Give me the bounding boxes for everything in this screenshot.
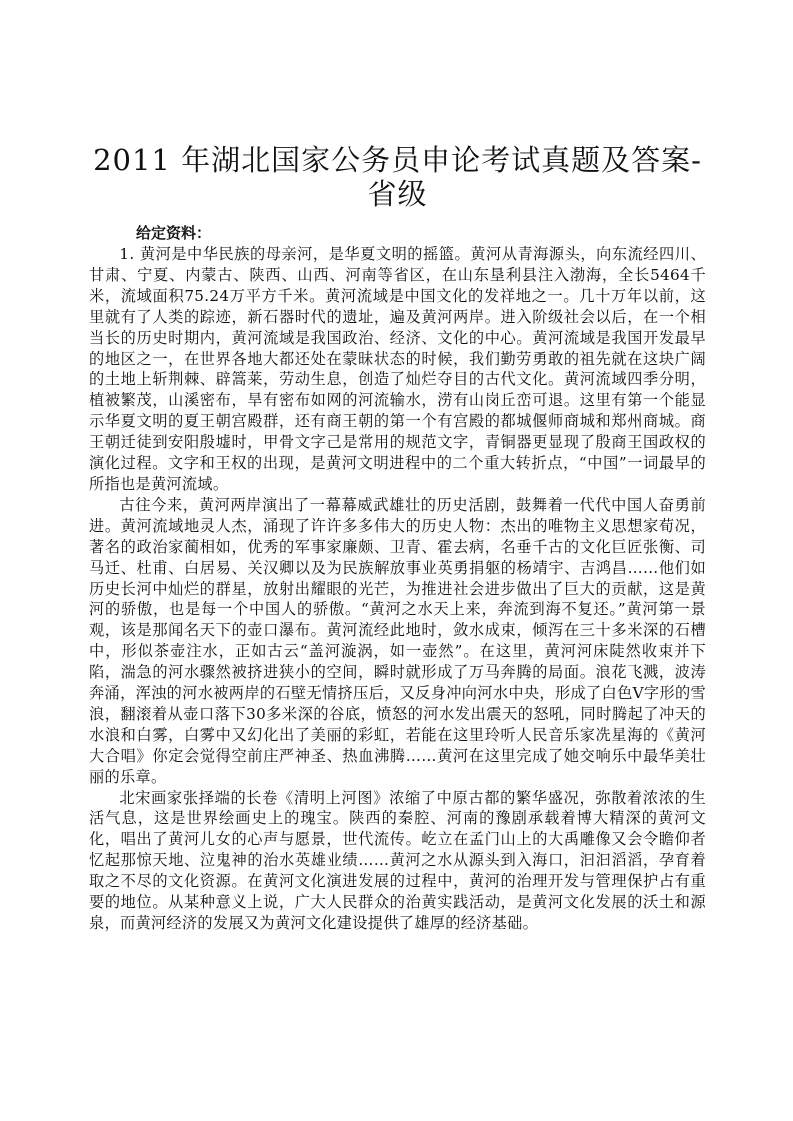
page-title bbox=[89, 143, 706, 211]
paragraph-3: 北宋画家张择端的长卷《清明上河图》浓缩了中原古都的繁华盛况，弥散着浓浓的生活气息，这是世界绘画史上的瑰宝。陕西的秦腔、河南的豫剧承载着博大精深的黄河文化，唱出了黄河儿女的心声与愿景，世代流传。屹立在孟门山上的大禹雕像又会令瞻仰者忆起那惊天地、泣鬼神的治水英雄业绩……黄河之水从源头到入海口，汩汩滔滔，孕育着取之不尽的文化资源。在黄河文化演进发展的过程中，黄河的治理开发与管理保护占有重要的地位。从某种意义上说，广大人民群众的治黄实践活动，是黄河文化发展的沃土和源泉，而黄河经济的发展又为黄河文化建设提供了雄厚的经济基础。 bbox=[89, 788, 706, 932]
paragraph-1: 1. 黄河是中华民族的母亲河，是华夏文明的摇篮。黄河从青海源头，向东流经四川、甘肃、宁夏、内蒙古、陕西、山西、河南等省区，在山东垦利县注入渤海，全长5464千米，流域面积75.24万平方千米。黄河流域是中国文化的发祥地之一。几十万年以前，这里就有了人类的踪迹，新石器时代的遗址，遍及黄河两岸。进入阶级社会以后，在一个相当长的历史时期内，黄河流域是我国政治、经济、文化的中心。黄河流域是我国开发最早的地区之一，在世界各地大都还处在蒙昧状态的时候，我们勤劳勇敢的祖先就在这块广阔的土地上斩荆棘、辟篙莱，劳动生息，创造了灿烂夺目的古代文化。黄河流域四季分明，植被繁茂，山溪密布，旱有密布如网的河流输水，涝有山岗丘峦可退。这里有第一个能显示华夏文明的夏王朝宫殿群，还有商王朝的第一个有宫殿的都城偃师商城和郑州商城。商王朝迁徒到安阳殷墟时，甲骨文字己是常用的规范文字，青铜器更显现了殷商王国政权的演化过程。文字和王权的出现，是黄河文明进程中的二个重大转折点，“中国”一词最早的所指也是黄河流域。 bbox=[89, 245, 706, 493]
title-line-2: 省级 bbox=[367, 177, 428, 211]
section-label: 给定资料： bbox=[136, 224, 212, 242]
paragraph-2: 古往今来，黄河两岸演出了一幕幕威武雄壮的历史活剧，鼓舞着一代代中国人奋勇前进。黄河流域地灵人杰，涌现了许许多多伟大的历史人物：杰出的唯物主义思想家荀况，著名的政治家蔺相如，优秀的军事家廉颇、卫青、霍去病，名垂千古的文化巨匠张衡、司马迁、杜甫、白居易、关汉卿以及为民族解放事业英勇捐躯的杨靖宇、吉鸿昌……他们如历史长河中灿烂的群星，放射出耀眼的光芒，为推进社会进步做出了巨大的贡献，这是黄河的骄傲，也是每一个中国人的骄傲。“黄河之水天上来，奔流到海不复还。”黄河第一景观，该是那闻名天下的壶口瀑布。黄河流经此地时，敛水成束，倾泻在三十多米深的石槽中，形似茶壶注水，正如古云“盖河漩涡，如一壶然”。在这里，黄河河床陡然收束并下陷，湍急的河水骤然被挤进狭小的空间，瞬时就形成了万马奔腾的局面。浪花飞溅，波涛奔涌，浑浊的河水被两岸的石壁无情挤压后，又反身冲向河水中央，形成了白色V字形的雪浪，翻滚着从壶口落下30多米深的谷底，愤怒的河水发出震天的怒吼，同时腾起了冲天的水浪和白雾，白雾中又幻化出了美丽的彩虹，若能在这里玲听人民音乐家冼星海的《黄河大合唱》你定会觉得空前庄严神圣、热血沸腾……黄河在这里完成了她交响乐中最华美壮丽的乐章。 bbox=[89, 495, 706, 786]
title-line-1: 2011 年湖北国家公务员申论考试真题及答案- bbox=[93, 143, 702, 177]
